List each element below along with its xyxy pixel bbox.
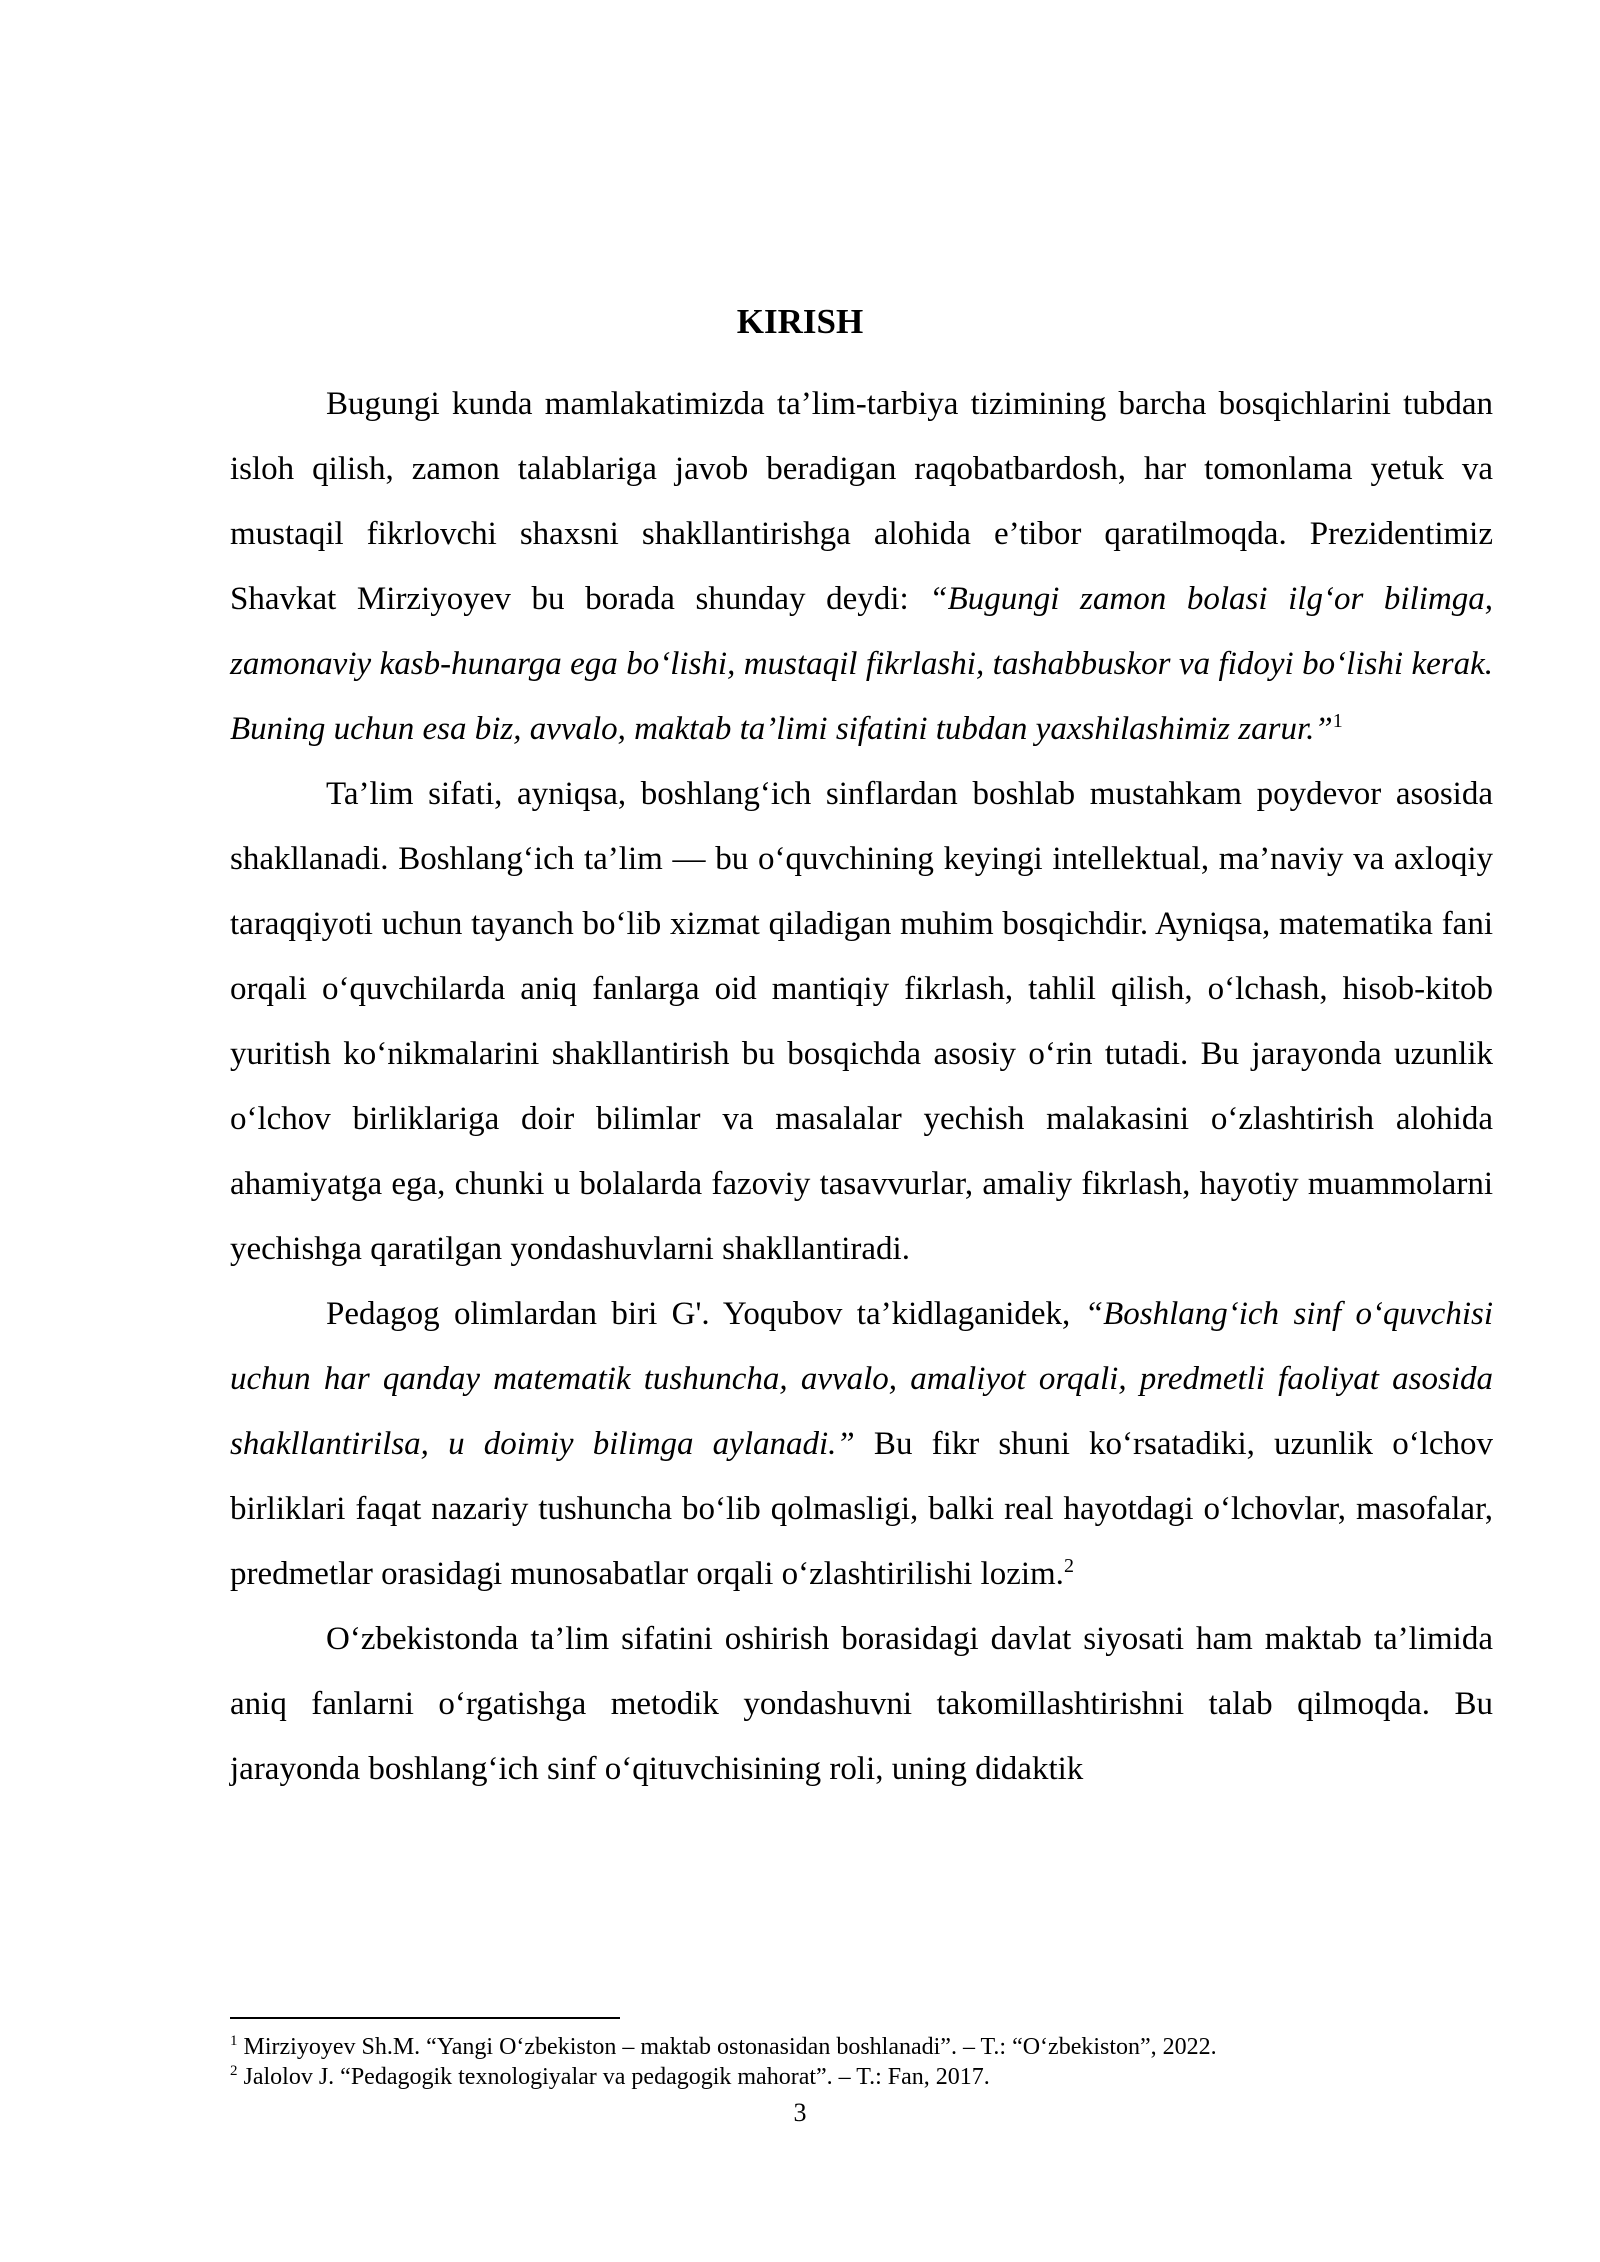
footnote-1-text: Mirziyoyev Sh.M. “Yangi O‘zbekiston – maktab ostonasidan boshlanadi”. – T.: “O‘zbekiston”, 2022.	[243, 2034, 1217, 2060]
paragraph-2	[230, 762, 1493, 1282]
page-heading: KIRISH	[736, 302, 864, 341]
footnotes	[230, 2032, 1493, 2092]
footnote-separator	[230, 2017, 620, 2019]
paragraph-3-after: Bu fikr shuni ko‘rsatadiki, uzunlik o‘lchov birliklari faqat nazariy tushuncha bo‘lib qolmasligi, balki real hayotdagi o‘lchovlar, masofalar, predmetlar orasidagi munosabatlar orqali o‘zlashtirilishi lozim.	[230, 1426, 1493, 1592]
paragraph-1-quote: “Bugungi zamon bolasi ilg‘or bilimga, zamonaviy kasb-hunarga ega bo‘lishi, mustaqil fikrlashi, tashabbuskor va fidoyi bo‘lishi kerak. Buning uchun esa biz, avvalo, maktab ta’limi sifatini tubdan yaxshilashimiz zarur.”	[230, 581, 1493, 747]
footnote-2-text: Jalolov J. “Pedagogik texnologiyalar va pedagogik mahorat”. – T.: Fan, 2017.	[243, 2064, 990, 2090]
footnote-2	[230, 2062, 1493, 2092]
paragraph-3-quote: “Boshlang‘ich sinf o‘quvchisi uchun har qanday matematik tushuncha, avvalo, amaliyot orqali, predmetli faoliyat asosida shakllantirilsa, u doimiy bilimga aylanadi.”	[230, 1296, 1494, 1462]
paragraph-1-text: Bugungi kunda mamlakatimizda ta’lim-tarbiya tizimining barcha bosqichlarini tubdan isloh qilish, zamon talablariga javob beradigan raqobatbardosh, har tomonlama yetuk va mustaqil fikrlovchi shaxsni shakllantirishga alohida e’tibor qaratilmoqda. Prezidentimiz Shavkat Mirziyoyev bu borada shunday deydi:	[230, 386, 1493, 617]
footnote-2-number: 2	[230, 2063, 238, 2079]
footnote-1-number: 1	[230, 2033, 238, 2049]
paragraph-4-text: O‘zbekistonda ta’lim sifatini oshirish borasidagi davlat siyosati ham maktab ta’limida aniq fanlarni o‘rgatishga metodik yondashuvni takomillashtirishni talab qilmoqda. Bu jarayonda boshlang‘ich sinf o‘qituvchisining roli, uning didaktik	[230, 1621, 1493, 1787]
paragraph-3-text: Pedagog olimlardan biri G'. Yoqubov ta’kidlaganidek,	[326, 1296, 1085, 1332]
page-number: 3	[793, 2098, 807, 2127]
footnote-ref-1[interactable]: 1	[1332, 710, 1343, 732]
footnote-1	[230, 2032, 1493, 2062]
paragraph-4	[230, 1607, 1493, 1802]
paragraph-2-text: Ta’lim sifati, ayniqsa, boshlang‘ich sinflardan boshlab mustahkam poydevor asosida shakllanadi. Boshlang‘ich ta’lim — bu o‘quvchining keyingi intellektual, ma’naviy va axloqiy taraqqiyoti uchun tayanch bo‘lib xizmat qiladigan muhim bosqichdir. Ayniqsa, matematika fani orqali o‘quvchilarda aniq fanlarga oid mantiqiy fikrlash, tahlil qilish, o‘lchash, hisob-kitob yuritish ko‘nikmalarini shakllantirish bu bosqichda asosiy o‘rin tutadi. Bu jarayonda uzunlik o‘lchov birliklariga doir bilimlar va masalalar yechish malakasini o‘zlashtirish alohida ahamiyatga ega, chunki u bolalarda fazoviy tasavvurlar, amaliy fikrlash, hayotiy muammolarni yechishga qaratilgan yondashuvlarni shakllantiradi.	[230, 776, 1493, 1267]
footnote-ref-2[interactable]: 2	[1063, 1555, 1074, 1577]
body-text	[230, 372, 1493, 1802]
paragraph-3	[230, 1282, 1493, 1607]
paragraph-1	[230, 372, 1493, 762]
